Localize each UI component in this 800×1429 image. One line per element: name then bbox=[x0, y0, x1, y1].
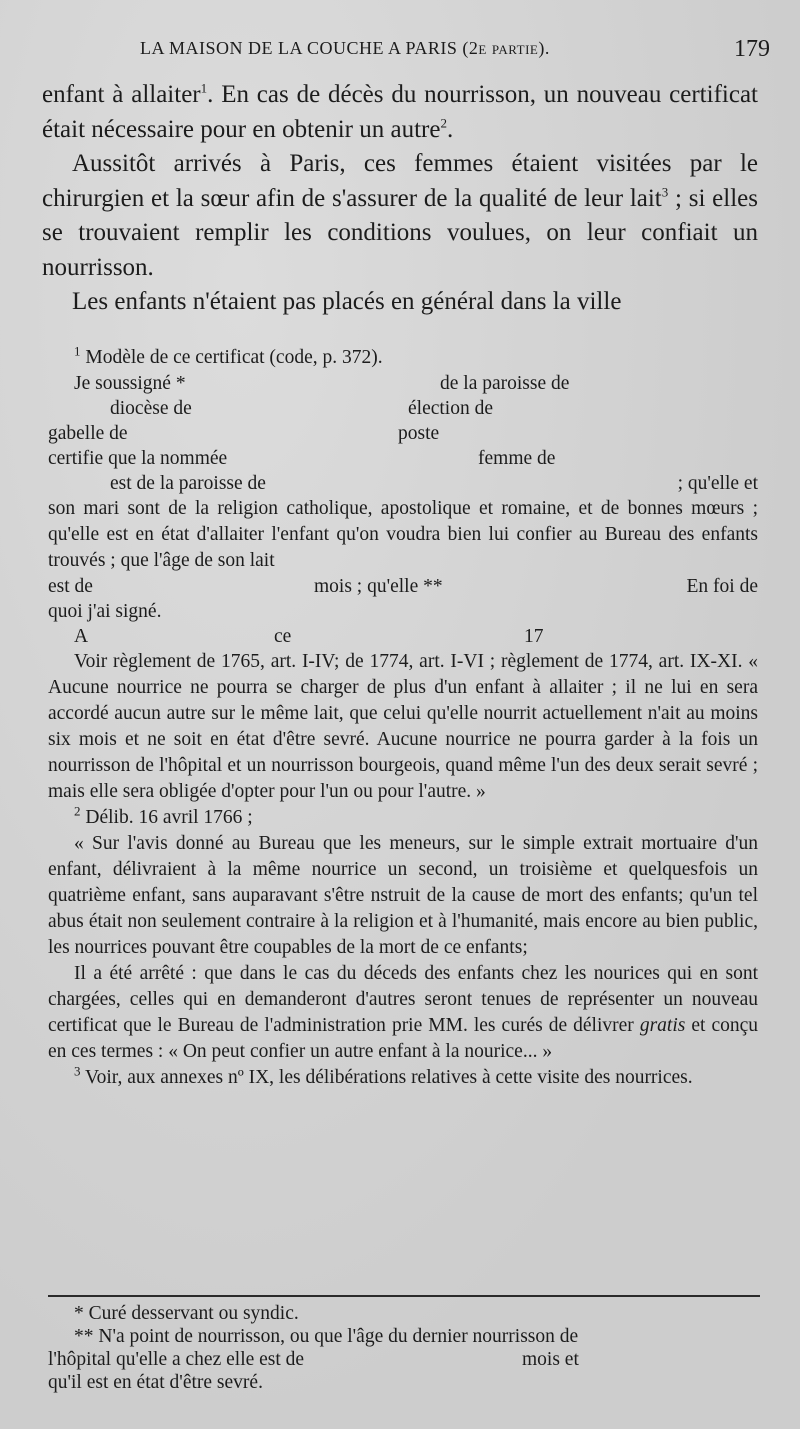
certificate-field-election: élection de bbox=[408, 398, 493, 419]
certificate-field-nommee: certifie que la nommée bbox=[48, 448, 228, 469]
certificate-field-mois: mois ; qu'elle ** bbox=[314, 576, 443, 597]
certificate-row-4 bbox=[48, 446, 758, 471]
asterisk-note-2-line-3: qu'il est en état d'être sevré. bbox=[48, 1372, 263, 1393]
certificate-row-8 bbox=[48, 624, 758, 649]
main-text bbox=[42, 78, 758, 320]
page-number: 179 bbox=[734, 36, 770, 62]
certificate-field-poste: poste bbox=[398, 423, 440, 444]
certificate-field-femme: femme de bbox=[478, 448, 556, 469]
certificate-row-6 bbox=[48, 574, 758, 599]
certificate-row-2 bbox=[48, 396, 758, 421]
footnote-2-title: $^2$ Délib. 16 avril 1766 ; bbox=[74, 803, 253, 828]
paragraph-1-text-c: . bbox=[446, 115, 454, 143]
certificate-field-ce: ce bbox=[274, 626, 292, 647]
certificate-field-quelle: ; qu'elle et bbox=[677, 473, 758, 494]
paragraph-1-text-a: enfant à allaiter bbox=[42, 81, 201, 108]
asterisk-note-2: ** N'a point de nourrisson, ou que l'âge du dernier nourrisson de bbox=[74, 1326, 579, 1347]
running-head: LA MAISON DE LA COUCHE A PARIS (2e partie). bbox=[140, 38, 550, 58]
footnote-2-marker: 2 bbox=[74, 803, 81, 819]
certificate-field-gabelle: gabelle de bbox=[48, 423, 128, 444]
certificate-row-7 bbox=[48, 599, 758, 624]
certificate-field-a: A bbox=[74, 626, 89, 647]
footnote-ref-1: 1 bbox=[200, 80, 208, 96]
paragraph-1 bbox=[42, 78, 758, 147]
certificate-field-paroisse-2: est de la paroisse de bbox=[110, 473, 266, 494]
certificate-field-paroisse: de la paroisse de bbox=[440, 373, 570, 394]
certificate-body: son mari sont de la religion catholique, apostolique et romaine, et de bonnes mœurs ; qu'elle est en état d'allaiter l'enfant qu'on voudra bien lui confier au Bureau des enfants trouvés ; que l'âge de son lait bbox=[48, 498, 758, 571]
certificate-row-5 bbox=[48, 471, 758, 496]
footnote-ref-3: 3 bbox=[661, 184, 669, 200]
asterisk-notes bbox=[48, 1302, 760, 1394]
paragraph-2 bbox=[42, 147, 758, 285]
footnote-divider bbox=[48, 1295, 760, 1297]
footnote-3: $^3$ Voir, aux annexes nº IX, les délibérations relatives à cette visite des nourrices. bbox=[74, 1063, 693, 1088]
paragraph-2-text-a: Aussitôt arrivés à Paris, ces femmes étaient visitées par le chirurgien et la sœur afin de s'assurer de la qualité de leur lait bbox=[42, 150, 758, 212]
page-header bbox=[140, 34, 770, 74]
certificate-signature-line: quoi j'ai signé. bbox=[48, 601, 162, 622]
footnote-1-body: Voir règlement de 1765, art. I-IV; de 1774, art. I-VI ; règlement de 1774, art. IX-XI. « Aucune nourrice ne pourra se charger de plus d'un enfant à allaiter ; il ne lui en sera accordé aucun autre sur le même lait, que celui qu'elle nourrit actuellement n'ait au moins six mois et ne soit en état d'être sevré. Aucune nourrice ne pourra garder à la fois un nourrisson de l'hôpital et un nourrisson bourgeois, quand même l'un des deux serait sevré ; mais elle sera obligée d'opter pour l'un ou pour l'autre. » bbox=[48, 651, 758, 802]
footnote-ref-2: 2 bbox=[440, 115, 447, 131]
certificate-field-est-de: est de bbox=[48, 576, 93, 597]
paragraph-1-text-b: . En cas de décès du nourrisson, un nouveau certificat était nécessaire pour en obtenir un autre bbox=[42, 81, 758, 143]
footnote-3-marker: 3 bbox=[74, 1063, 81, 1079]
gratis-emphasis: gratis bbox=[639, 1015, 686, 1036]
certificate-field-year: 17 bbox=[524, 626, 544, 647]
asterisk-note-1: * Curé desservant ou syndic. bbox=[74, 1303, 299, 1324]
footnote-2-body-1: « Sur l'avis donné au Bureau que les meneurs, sur le simple extrait mortuaire d'un enfant, délivraient à la même nourrice un second, un troisième et quelquesfois un quatrième enfant, sans auparavant s'être nstruit de la cause de mort des enfants; qu'un tel abus était non seulement contraire à la religion et à l'humanité, mais encore au bien public, les nourrices pouvant être coupables de la mort de ce enfants; bbox=[48, 833, 758, 958]
paragraph-3: Les enfants n'étaient pas placés en général dans la ville bbox=[72, 288, 622, 315]
asterisk-note-2-line-2: l'hôpital qu'elle a chez elle est de mois et bbox=[48, 1349, 579, 1370]
footnote-2-body-2: Il a été arrêté : que dans le cas du déceds des enfants chez les nourices qui en sont chargées, celles qui en demanderont d'autres seront tenues de représenter un nouveau certificat que le Bureau de l'administration prie MM. les curés de délivrer gratis et conçu en ces termes : « On peut confier un autre enfant à la nourice... » bbox=[48, 963, 759, 1062]
paragraph-2-text-b: ; si elles se trouvaient remplir les conditions voulues, on leur confiait un nourrisson. bbox=[42, 184, 758, 281]
certificate-field-diocese: diocèse de bbox=[110, 398, 192, 419]
certificate-field-en-foi: En foi de bbox=[686, 576, 758, 597]
certificate-row-1 bbox=[48, 371, 758, 396]
certificate-row-3 bbox=[48, 421, 758, 446]
certificate-field-soussigne: Je soussigné * bbox=[74, 373, 186, 394]
footnote-1-title: $^1$ Modèle de ce certificat (code, p. 372). bbox=[74, 343, 383, 368]
footnotes bbox=[48, 345, 758, 1091]
footnote-1-marker: 1 bbox=[74, 343, 81, 359]
